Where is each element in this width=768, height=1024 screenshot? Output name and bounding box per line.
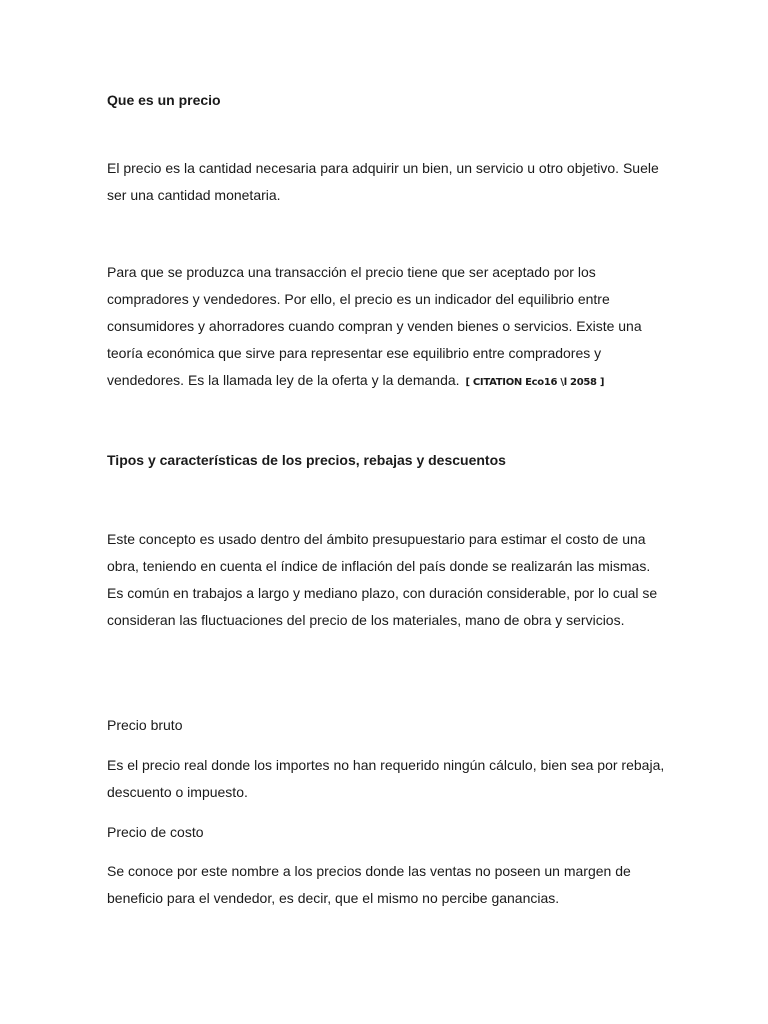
paragraph-transaccion bbox=[107, 259, 667, 396]
heading-tipos-precios: Tipos y características de los precios, rebajas y descuentos bbox=[107, 452, 506, 468]
subheading-precio-de-costo: Precio de costo bbox=[107, 824, 204, 840]
paragraph-transaccion-text: Para que se produzca una transacción el precio tiene que ser aceptado por los compradores y vendedores. Por ello, el precio es un indicador del equilibrio entre consumidores y ahorradores cuando compran y venden bienes o servicios. Existe una teoría económica que sirve para representar ese equilibrio entre compradores y vendedores. Es la llamada ley de la oferta y la demanda. bbox=[107, 264, 642, 388]
paragraph-precio-bruto: Es el precio real donde los importes no han requerido ningún cálculo, bien sea por rebaja, descuento o impuesto. bbox=[107, 757, 665, 800]
citation-field: [ CITATION Eco16 \l 2058 ] bbox=[465, 377, 605, 388]
subheading-precio-bruto: Precio bruto bbox=[107, 717, 183, 733]
paragraph-ambito-presupuestario: Este concepto es usado dentro del ámbito presupuestario para estimar el costo de una obra, teniendo en cuenta el índice de inflación del país donde se realizarán las mismas. Es común en trabajos a largo y mediano plazo, con duración considerable, por lo cual se consideran las fluctuaciones del precio de los materiales, mano de obra y servicios. bbox=[107, 531, 658, 628]
paragraph-definicion-precio: El precio es la cantidad necesaria para adquirir un bien, un servicio u otro objetivo. Suele ser una cantidad monetaria. bbox=[107, 160, 659, 203]
heading-que-es-un-precio: Que es un precio bbox=[107, 92, 221, 108]
paragraph-precio-de-costo: Se conoce por este nombre a los precios donde las ventas no poseen un margen de beneficio para el vendedor, es decir, que el mismo no percibe ganancias. bbox=[107, 863, 631, 906]
